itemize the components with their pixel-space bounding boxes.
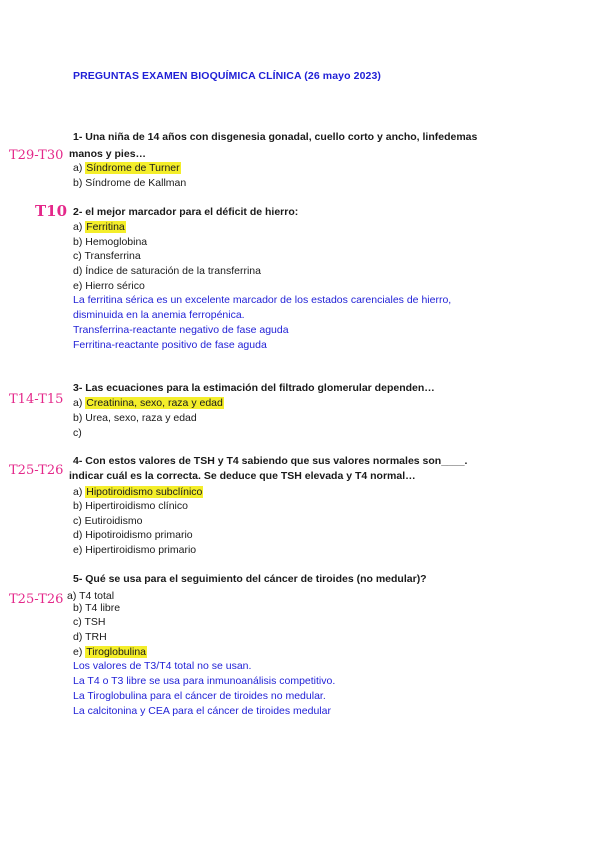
question-1-option-b: b) Síndrome de Kallman [73, 177, 187, 189]
topic-tag-q3: T14-T15 [9, 392, 64, 407]
question-4-option-a: a) Hipotiroidismo subclínico [73, 486, 203, 498]
topic-tag-q1: T29-T30 [9, 148, 64, 163]
question-1-option-a: a) Síndrome de Turner [73, 162, 180, 174]
question-4-option-d: d) Hipotiroidismo primario [73, 529, 193, 541]
topic-tag-q2: T10 [35, 202, 68, 220]
highlighted-answer: Tiroglobulina [86, 646, 146, 658]
question-3-text: 3- Las ecuaciones para la estimación del filtrado glomerular dependen… [73, 382, 435, 394]
question-4-text: 4- Con estos valores de TSH y T4 sabiendo que sus valores normales son____. [73, 455, 468, 467]
topic-tag-q4: T25-T26 [9, 463, 64, 478]
question-2-option-d: d) Índice de saturación de la transferrina [73, 265, 261, 277]
page-title: PREGUNTAS EXAMEN BIOQUÍMICA CLÍNICA (26 mayo 2023) [73, 70, 381, 82]
question-5-option-a: a) T4 total [67, 590, 115, 602]
question-5-note: La calcitonina y CEA para el cáncer de tiroides medular [73, 705, 331, 717]
question-1-text: 1- Una niña de 14 años con disgenesia gonadal, cuello corto y ancho, linfedemas [73, 131, 478, 143]
question-2-option-e: e) Hierro sérico [73, 280, 145, 292]
question-2-note: La ferritina sérica es un excelente marcador de los estados carenciales de hierro, [73, 294, 452, 306]
question-2-option-b: b) Hemoglobina [73, 236, 148, 248]
question-3-option-a: a) Creatinina, sexo, raza y edad [73, 397, 223, 409]
question-4-text-continued: indicar cuál es la correcta. Se deduce que TSH elevada y T4 normal… [69, 470, 416, 482]
highlighted-answer: Creatinina, sexo, raza y edad [86, 397, 223, 409]
question-2-note: Ferritina-reactante positivo de fase aguda [73, 339, 267, 351]
question-5-option-c: c) TSH [73, 616, 106, 628]
highlighted-answer: Síndrome de Turner [86, 162, 180, 174]
question-2-option-a: a) Ferritina [73, 221, 125, 233]
question-3-option-c: c) [73, 427, 82, 439]
question-2-note: disminuida en la anemia ferropénica. [73, 309, 245, 321]
question-2-option-c: c) Transferrina [73, 250, 141, 262]
question-5-option-e: e) Tiroglobulina [73, 646, 146, 658]
question-3-option-b: b) Urea, sexo, raza y edad [73, 412, 197, 424]
question-4-option-e: e) Hipertiroidismo primario [73, 544, 197, 556]
question-2-text: 2- el mejor marcador para el déficit de hierro: [73, 206, 299, 218]
question-5-note: La Tiroglobulina para el cáncer de tiroides no medular. [73, 690, 326, 702]
question-5-option-d: d) TRH [73, 631, 107, 643]
highlighted-answer: Ferritina [86, 221, 125, 233]
question-5-note: La T4 o T3 libre se usa para inmunoanálisis competitivo. [73, 675, 336, 687]
question-1-text-continued: manos y pies… [69, 148, 147, 160]
question-2-note: Transferrina-reactante negativo de fase aguda [73, 324, 289, 336]
question-4-option-b: b) Hipertiroidismo clínico [73, 500, 188, 512]
highlighted-answer: Hipotiroidismo subclínico [86, 486, 203, 498]
question-5-text: 5- Qué se usa para el seguimiento del cáncer de tiroides (no medular)? [73, 573, 427, 585]
question-5-note: Los valores de T3/T4 total no se usan. [73, 660, 252, 672]
question-4-option-c: c) Eutiroidismo [73, 515, 143, 527]
topic-tag-q5: T25-T26 [9, 592, 64, 607]
question-5-option-b: b) T4 libre [73, 602, 121, 614]
